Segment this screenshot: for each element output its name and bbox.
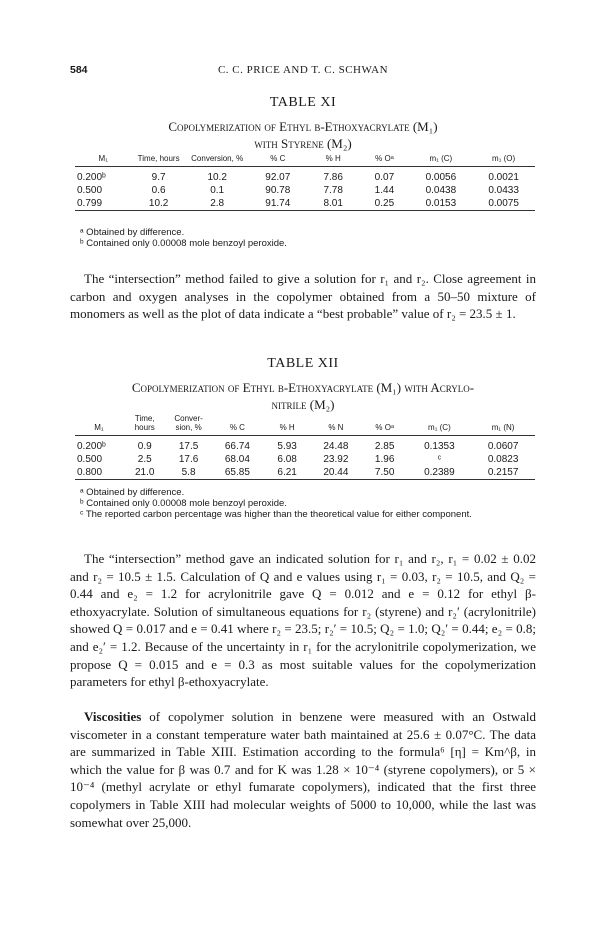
table-cell: 0.799 — [77, 198, 103, 209]
table11-footnote-b: ᵇ Contained only 0.00008 mole benzoyl peroxide. — [80, 238, 287, 249]
table-cell: 0.1353 — [424, 441, 455, 452]
table12-caption-line1: Copolymerization of Ethyl β-Ethoxyacrylate (M₁) with Acrylo- — [131, 380, 475, 395]
paragraph-body: of copolymer solution in benzene were measured with an Ostwald viscometer in a constant temperature water bath maintained at 25.6 ± 0.07°C. The data are summarized in Table XIII. Estimation according to the formula⁶ [η] = Km^β, in which the value for β was 0.7 and for K was 1.28 × 10⁻⁴ (styrene copolymers), or 5 × 10⁻⁴ (methyl acrylate or ethyl fumarate copolymers), indicated that the first three copolymers in Table XIII had molecular weights of 5000 to 10,000, while the last was somewhat over 25,000. — [70, 709, 536, 830]
running-title: C. C. PRICE AND T. C. SCHWAN — [217, 64, 389, 76]
table-cell: 24.48 — [323, 441, 349, 452]
table-cell: 23.92 — [323, 454, 349, 465]
table-cell: 0.25 — [374, 198, 395, 209]
table-cell: 92.07 — [265, 172, 291, 183]
table-cell: 0.500 — [77, 454, 103, 465]
table-cell: 5.8 — [181, 467, 196, 478]
table11-col-m1: M₁ — [98, 154, 108, 163]
table-cell: 90.78 — [265, 185, 291, 196]
paragraph-intersection-failed — [70, 270, 536, 323]
paragraph-intersection-solution — [70, 550, 536, 691]
table-cell: 20.44 — [323, 467, 349, 478]
table-cell: 10.2 — [207, 172, 227, 183]
table-row — [75, 436, 535, 454]
table-cell: ᶜ — [437, 454, 442, 465]
table-cell: 6.21 — [277, 467, 297, 478]
table-cell: 2.5 — [137, 454, 152, 465]
table12-header-row — [75, 414, 535, 436]
table12-footnote-a: ᵃ Obtained by difference. — [80, 487, 185, 498]
table11-header-row — [75, 154, 535, 167]
paragraph-text: The “intersection” method gave an indicated solution for r₁ and r₂, r₁ = 0.02 ± 0.02 and r₂ = 10.5 ± 1.5. Calculation of Q and e values using r₁ = 0.03, r₂ = 10.5, and Q₂ = 0.44 and e₂ = 1.2 for acrylonitrile gave Q = 0.012 and e = 0.12 for ethyl β-ethoxyacrylate. Solution of simultaneous equations for r₂ (styrene) and r₂′ (acrylonitrile) showed Q = 0.017 and e = 0.41 where r₂ = 23.5; r₂′ = 10.5; Q₂ = 1.0; Q₂′ = 0.44; e₂ = 0.8; and e₂′ = 1.2. Because of the uncertainty in r₁ for the acrylonitrile copolymerization, we propose Q = 0.015 and e = 0.3 as most suitable values for the copolymerization parameters for ethyl β-ethoxyacrylate. — [70, 551, 536, 690]
table-cell: 68.04 — [224, 454, 250, 465]
table12-col-c: % C — [229, 423, 245, 432]
table-cell: 7.50 — [374, 467, 395, 478]
table-cell: 2.85 — [374, 441, 395, 452]
table-cell: 91.74 — [265, 198, 291, 209]
table-cell: 10.2 — [148, 198, 169, 209]
table-cell: 2.8 — [210, 198, 225, 209]
table11-footnote-a: ᵃ Obtained by difference. — [80, 227, 185, 238]
table-cell: 17.6 — [178, 454, 199, 465]
table11-col-time: Time, hours — [137, 154, 180, 163]
table-cell: 0.500 — [77, 185, 103, 196]
table-cell: 66.74 — [224, 441, 250, 452]
table-cell: 0.0153 — [425, 198, 457, 209]
table12 — [75, 414, 535, 480]
table-row — [75, 453, 535, 466]
table11-col-o: % Oᵃ — [375, 154, 394, 163]
paragraph-text: The “intersection” method failed to give a solution for r₁ and r₂. Close agreement in carbon and oxygen analyses in the copolymer obtained from a 50–50 mixture of monomers as well as the plot of data indicate a “best probable” value of r₂ = 23.5 ± 1. — [70, 271, 536, 322]
table-cell: 0.0433 — [488, 185, 519, 196]
paragraph-text — [70, 708, 536, 831]
table11-title: TABLE XI — [269, 95, 337, 110]
table11 — [75, 154, 535, 211]
table-cell: 5.93 — [277, 441, 297, 452]
table-cell: 9.7 — [151, 172, 166, 183]
table-cell: 1.44 — [374, 185, 395, 196]
table12-col-m1: M₁ — [94, 423, 104, 432]
table-cell: 6.08 — [277, 454, 297, 465]
table11-col-c: % C — [270, 154, 286, 163]
table11-col-conversion: Conversion, % — [191, 154, 244, 163]
table12-col-conversion: Conver-sion, % — [174, 414, 203, 432]
table-row — [75, 184, 535, 197]
table12-col-m1n: m₁ (N) — [491, 423, 515, 432]
table-cell: 0.6 — [151, 185, 166, 196]
table-cell: 0.2389 — [424, 467, 455, 478]
table12-col-h: % H — [279, 423, 295, 432]
table12-caption-line2: nitrile (M₂) — [271, 397, 335, 412]
table11-caption-line2: with Styrene (M₂) — [254, 136, 352, 151]
table-cell: 0.9 — [137, 441, 152, 452]
table11-caption-line1: Copolymerization of Ethyl β-Ethoxyacrylate (M₁) — [168, 119, 438, 134]
table-cell: 0.07 — [374, 172, 395, 183]
table-cell: 0.200ᵇ — [77, 172, 106, 183]
table11-col-m1c: m₁ (C) — [429, 154, 453, 163]
table12-col-m1c: m₁ (C) — [428, 423, 451, 432]
paragraph-viscosities — [70, 708, 536, 831]
table11-col-m1o: m₁ (O) — [492, 154, 516, 163]
table12-col-time: Time, hours — [134, 414, 155, 432]
table-cell: 17.5 — [178, 441, 199, 452]
table-cell: 0.2157 — [487, 467, 519, 478]
table-cell: 7.86 — [323, 172, 343, 183]
table-cell: 1.96 — [374, 454, 395, 465]
table-cell: 65.85 — [224, 467, 250, 478]
table-cell: 0.0823 — [487, 454, 519, 465]
table-cell: 0.0075 — [488, 198, 519, 209]
table11-col-h: % H — [325, 154, 341, 163]
table-cell: 0.0021 — [488, 172, 519, 183]
table12-col-n: % N — [328, 423, 344, 432]
table-cell: 0.1 — [210, 185, 225, 196]
table-cell: 7.78 — [323, 185, 343, 196]
table12-title: TABLE XII — [267, 356, 339, 371]
table-row — [75, 466, 535, 480]
table12-col-o: % Oᵃ — [375, 423, 394, 432]
table12-footnote-c: ᶜ The reported carbon percentage was higher than the theoretical value for either component. — [80, 509, 472, 520]
paragraph-run-in-heading: Viscosities — [84, 709, 142, 724]
table-row — [75, 167, 535, 185]
page-number: 584 — [70, 64, 88, 76]
table-row — [75, 197, 535, 211]
table-cell: 0.200ᵇ — [77, 441, 106, 452]
table-cell: 8.01 — [323, 198, 343, 209]
table-cell: 21.0 — [135, 467, 155, 478]
table12-footnote-b: ᵇ Contained only 0.00008 mole benzoyl peroxide. — [80, 498, 287, 509]
table-cell: 0.0438 — [425, 185, 457, 196]
table-cell: 0.0607 — [487, 441, 519, 452]
table-cell: 0.0056 — [425, 172, 457, 183]
table-cell: 0.800 — [77, 467, 103, 478]
